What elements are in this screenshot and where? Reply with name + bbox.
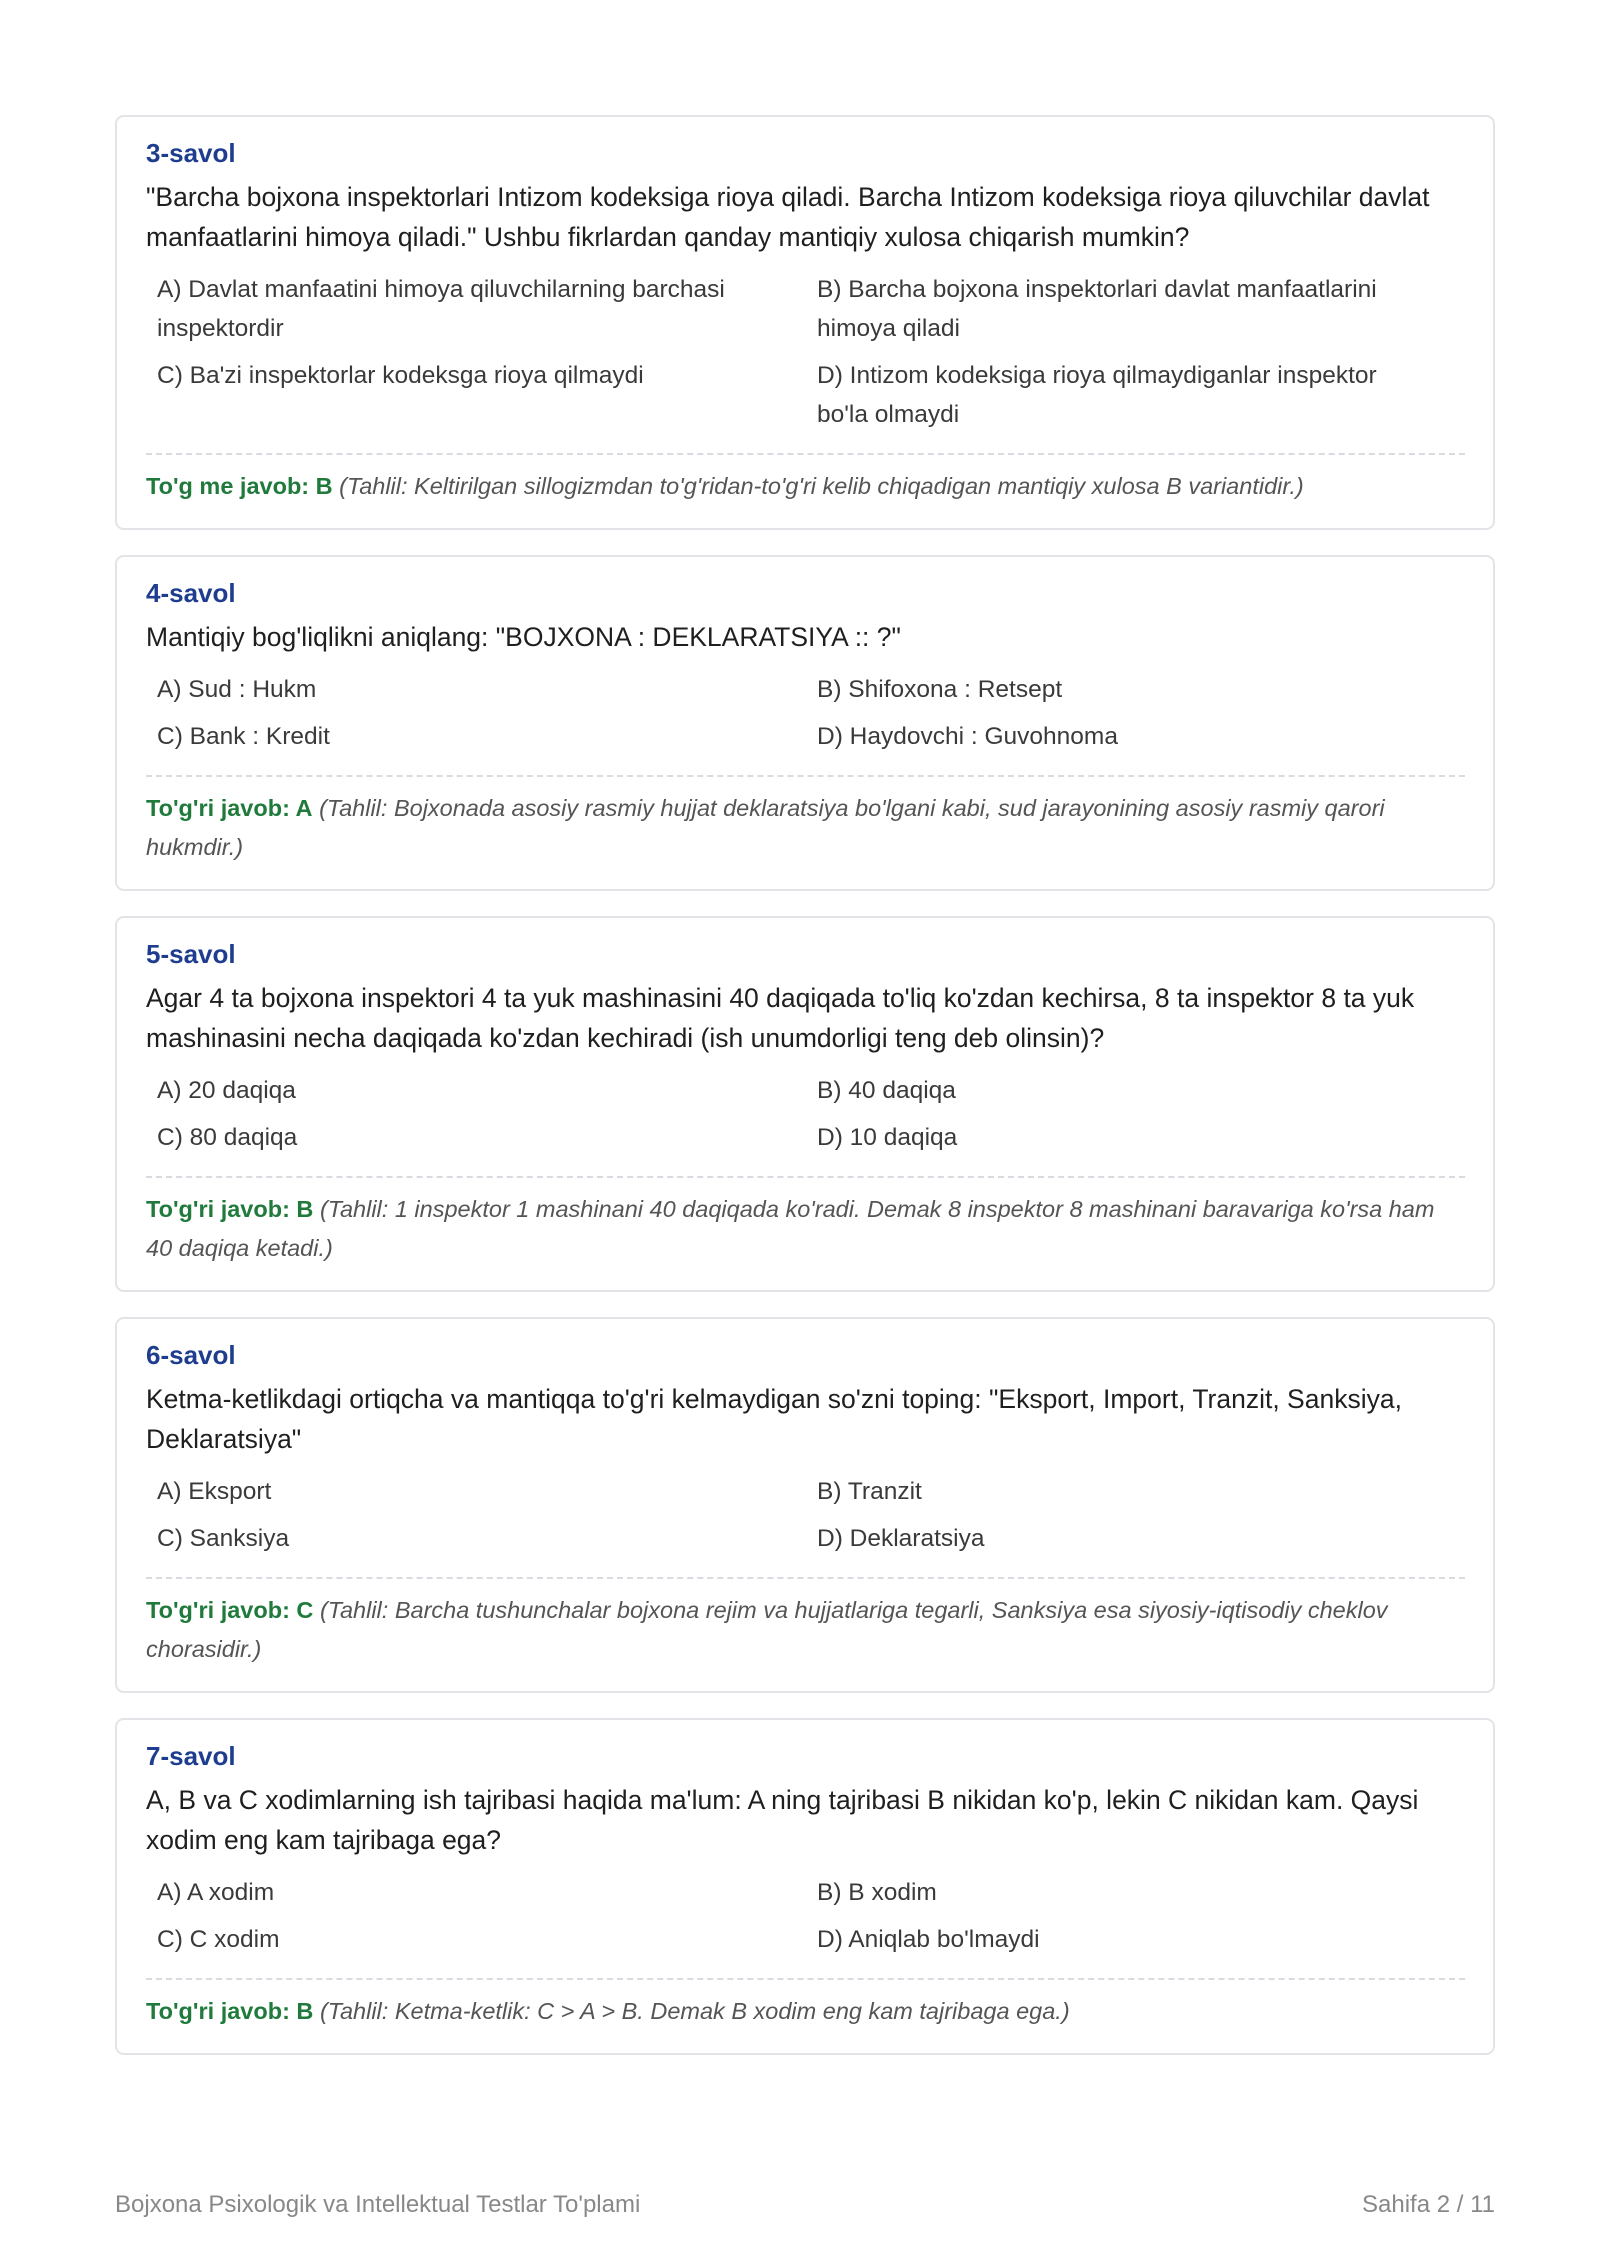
option-b: B) Barcha bojxona inspektorlari davlat manfaatlarini himoya qiladi xyxy=(817,276,1377,342)
answer-line xyxy=(146,467,1465,506)
correct-answer-label: To'g'ri javob: A xyxy=(146,795,313,821)
page-number: Sahifa 2 / 11 xyxy=(1362,2191,1495,2218)
question-number: 5-savol xyxy=(146,939,236,969)
dashed-divider xyxy=(146,453,1465,455)
question-card xyxy=(115,1718,1495,2055)
answer-options xyxy=(146,1870,1465,1964)
answer-analysis: (Tahlil: Keltirilgan sillogizmdan to'g'ridan-to'g'ri kelib chiqadigan mantiqiy xulosa B variantidir.) xyxy=(339,473,1304,499)
dashed-divider xyxy=(146,775,1465,777)
option-d: D) Haydovchi : Guvohnoma xyxy=(817,723,1118,750)
answer-analysis: (Tahlil: Barcha tushunchalar bojxona rejim va hujjatlariga tegarli, Sanksiya esa siyosiy-iqtisodiy cheklov chorasidir.) xyxy=(146,1597,1388,1662)
option-c: C) 80 daqiqa xyxy=(157,1124,298,1151)
option-d: D) Intizom kodeksiga rioya qilmaydiganlar inspektor bo'la olmaydi xyxy=(817,362,1377,428)
question-card xyxy=(115,1317,1495,1693)
question-number: 4-savol xyxy=(146,578,236,608)
option-d: D) Deklaratsiya xyxy=(817,1525,985,1552)
question-text: Agar 4 ta bojxona inspektori 4 ta yuk mashinasini 40 daqiqada to'liq ko'zdan kechirsa, 8 ta inspektor 8 ta yuk mashinasini necha daqiqada ko'zdan kechiradi (ish unumdorligi teng deb olinsin)? xyxy=(146,983,1415,1053)
question-number: 7-savol xyxy=(146,1741,236,1771)
question-text: Mantiqiy bog'liqlikni aniqlang: "BOJXONA : DEKLARATSIYA :: ?" xyxy=(146,622,901,652)
option-a: A) A xodim xyxy=(157,1879,275,1906)
answer-line xyxy=(146,789,1465,867)
answer-options xyxy=(146,667,1465,761)
question-card xyxy=(115,555,1495,891)
correct-answer-label: To'g'ri javob: B xyxy=(146,1196,314,1222)
option-b: B) B xodim xyxy=(817,1879,937,1906)
option-d: D) 10 daqiqa xyxy=(817,1124,958,1151)
answer-options xyxy=(146,1068,1465,1162)
question-list xyxy=(115,115,1495,2080)
option-a: A) Sud : Hukm xyxy=(157,676,317,703)
option-d: D) Aniqlab bo'lmaydi xyxy=(817,1926,1040,1953)
option-c: C) C xodim xyxy=(157,1926,280,1953)
answer-line xyxy=(146,1591,1465,1669)
answer-line xyxy=(146,1992,1465,2031)
question-text: Ketma-ketlikdagi ortiqcha va mantiqqa to'g'ri kelmaydigan so'zni toping: "Eksport, Import, Tranzit, Sanksiya, Deklaratsiya" xyxy=(146,1384,1402,1454)
option-b: B) Tranzit xyxy=(817,1478,922,1505)
option-c: C) Ba'zi inspektorlar kodeksga rioya qilmaydi xyxy=(157,362,644,389)
question-card xyxy=(115,115,1495,530)
question-number: 6-savol xyxy=(146,1340,236,1370)
question-number: 3-savol xyxy=(146,138,236,168)
correct-answer-label: To'g me javob: B xyxy=(146,473,333,499)
correct-answer-label: To'g'ri javob: C xyxy=(146,1597,314,1623)
answer-options xyxy=(146,1469,1465,1563)
question-text: A, B va C xodimlarning ish tajribasi haqida ma'lum: A ning tajribasi B nikidan ko'p, lekin C nikidan kam. Qaysi xodim eng kam tajribaga ega? xyxy=(146,1785,1419,1855)
question-text: "Barcha bojxona inspektorlari Intizom kodeksiga rioya qiladi. Barcha Intizom kodeksiga rioya qiluvchilar davlat manfaatlarini himoya qiladi." Ushbu fikrlardan qanday mantiqiy xulosa chiqarish mumkin? xyxy=(146,182,1430,252)
answer-options xyxy=(146,267,1465,439)
dashed-divider xyxy=(146,1176,1465,1178)
dashed-divider xyxy=(146,1577,1465,1579)
option-c: C) Sanksiya xyxy=(157,1525,290,1552)
option-a: A) Davlat manfaatini himoya qiluvchilarning barchasi inspektordir xyxy=(157,276,725,342)
option-b: B) Shifoxona : Retsept xyxy=(817,676,1063,703)
question-card xyxy=(115,916,1495,1292)
correct-answer-label: To'g'ri javob: B xyxy=(146,1998,314,2024)
option-b: B) 40 daqiqa xyxy=(817,1077,956,1104)
answer-analysis: (Tahlil: 1 inspektor 1 mashinani 40 daqiqada ko'radi. Demak 8 inspektor 8 mashinani baravariga ko'rsa ham 40 daqiqa ketadi.) xyxy=(146,1196,1435,1261)
answer-analysis: (Tahlil: Ketma-ketlik: C > A > B. Demak B xodim eng kam tajribaga ega.) xyxy=(319,1998,1070,2024)
answer-line xyxy=(146,1190,1465,1268)
option-a: A) Eksport xyxy=(157,1478,272,1505)
option-c: C) Bank : Kredit xyxy=(157,723,330,750)
option-a: A) 20 daqiqa xyxy=(157,1077,296,1104)
answer-analysis: (Tahlil: Bojxonada asosiy rasmiy hujjat deklaratsiya bo'lgani kabi, sud jarayonining asosiy rasmiy qarori hukmdir.) xyxy=(146,795,1385,860)
dashed-divider xyxy=(146,1978,1465,1980)
document-title: Bojxona Psixologik va Intellektual Testlar To'plami xyxy=(115,2191,641,2218)
page-footer xyxy=(115,2190,1495,2220)
